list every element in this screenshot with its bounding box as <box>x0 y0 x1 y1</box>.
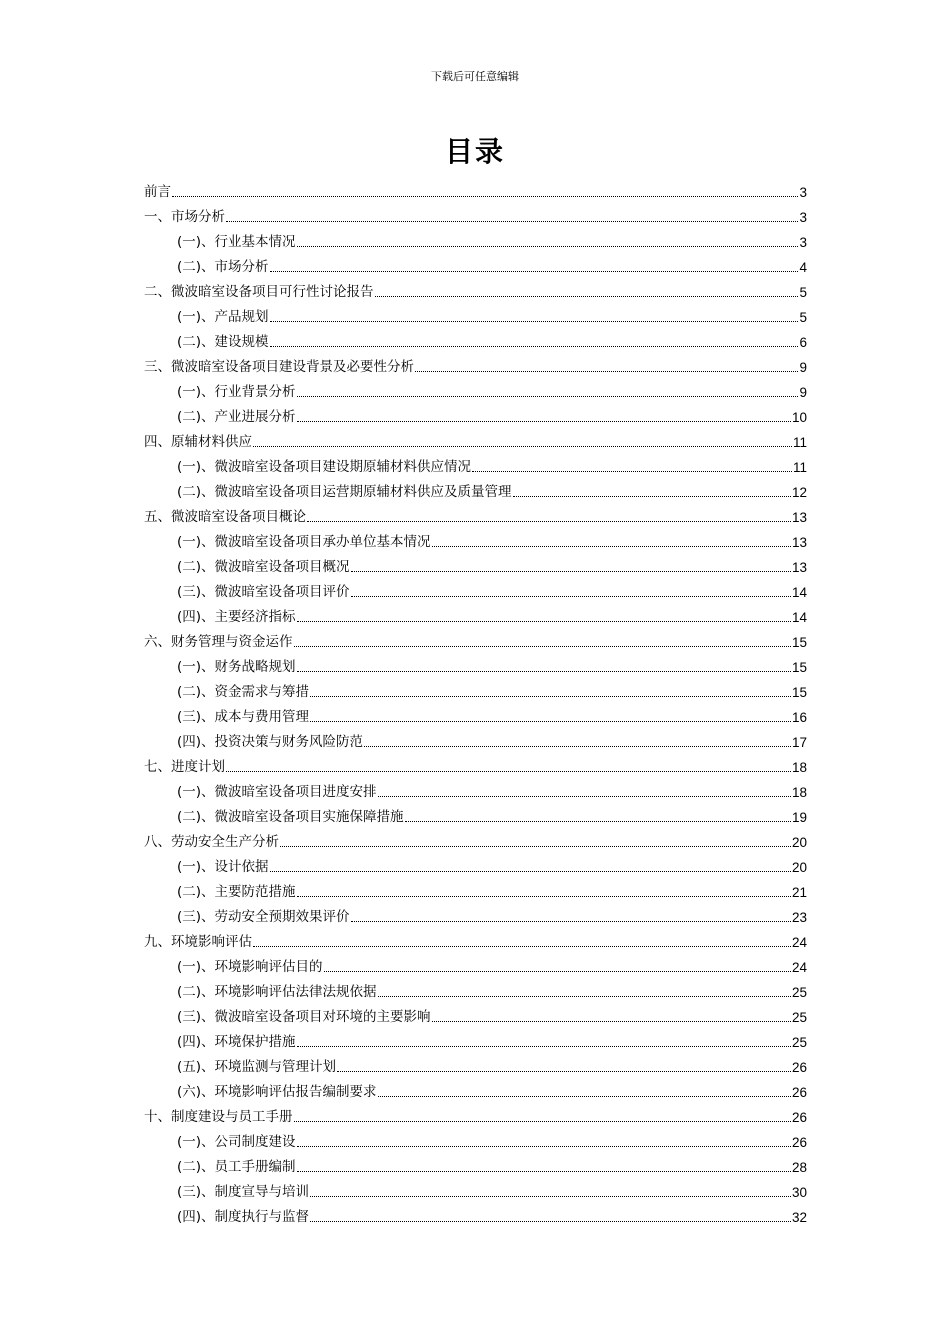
toc-chapter-entry[interactable] <box>144 426 807 451</box>
dot-leader <box>297 895 791 897</box>
toc-chapter-entry[interactable] <box>144 501 807 526</box>
dot-leader <box>375 295 799 297</box>
toc-chapter-entry[interactable] <box>144 201 807 226</box>
toc-entry-label: 七、进度计划 <box>144 759 225 775</box>
dot-leader <box>280 845 791 847</box>
toc-page-number: 28 <box>791 1160 807 1175</box>
toc-section-entry[interactable] <box>144 851 807 876</box>
toc-page-number: 17 <box>791 735 807 750</box>
toc-page-number: 9 <box>799 360 807 375</box>
toc-page-number: 24 <box>791 960 807 975</box>
toc-section-entry[interactable] <box>144 876 807 901</box>
toc-entry-label: (四)、环境保护措施 <box>177 1034 296 1050</box>
toc-entry-label: (一)、设计依据 <box>177 859 269 875</box>
toc-chapter-entry[interactable] <box>144 926 807 951</box>
toc-entry-label: (四)、制度执行与监督 <box>177 1209 310 1225</box>
toc-page-number: 13 <box>791 510 807 525</box>
toc-section-entry[interactable] <box>144 801 807 826</box>
toc-section-entry[interactable] <box>144 1126 807 1151</box>
dot-leader <box>294 645 791 647</box>
toc-page-number: 26 <box>791 1060 807 1075</box>
dot-leader <box>310 1195 791 1197</box>
toc-chapter-entry[interactable] <box>144 751 807 776</box>
toc-section-entry[interactable] <box>144 651 807 676</box>
toc-section-entry[interactable] <box>144 451 807 476</box>
toc-page-number: 26 <box>791 1110 807 1125</box>
dot-leader <box>270 320 799 322</box>
dot-leader <box>307 520 791 522</box>
toc-entry-label: (三)、微波暗室设备项目评价 <box>177 584 350 600</box>
toc-entry-label: 一、市场分析 <box>144 209 225 225</box>
toc-section-entry[interactable] <box>144 1151 807 1176</box>
toc-entry-label: (一)、产品规划 <box>177 309 269 325</box>
dot-leader <box>226 220 798 222</box>
toc-section-entry[interactable] <box>144 601 807 626</box>
dot-leader <box>378 995 791 997</box>
toc-entry-label: (一)、行业背景分析 <box>177 384 296 400</box>
toc-chapter-entry[interactable] <box>144 276 807 301</box>
toc-section-entry[interactable] <box>144 726 807 751</box>
toc-section-entry[interactable] <box>144 401 807 426</box>
toc-entry-label: (二)、微波暗室设备项目概况 <box>177 559 350 575</box>
toc-page-number: 3 <box>799 235 807 250</box>
toc-chapter-entry[interactable] <box>144 626 807 651</box>
toc-page-number: 24 <box>791 935 807 950</box>
toc-page-number: 25 <box>791 1010 807 1025</box>
toc-section-entry[interactable] <box>144 1076 807 1101</box>
toc-page-number: 6 <box>799 335 807 350</box>
toc-entry-label: 三、微波暗室设备项目建设背景及必要性分析 <box>144 359 414 375</box>
toc-section-entry[interactable] <box>144 951 807 976</box>
toc-section-entry[interactable] <box>144 901 807 926</box>
dot-leader <box>432 545 791 547</box>
toc-page-number: 19 <box>791 810 807 825</box>
toc-section-entry[interactable] <box>144 476 807 501</box>
toc-page-number: 10 <box>791 410 807 425</box>
toc-entry-label: (二)、市场分析 <box>177 259 269 275</box>
dot-leader <box>297 420 791 422</box>
toc-section-entry[interactable] <box>144 301 807 326</box>
toc-page-number: 14 <box>791 585 807 600</box>
toc-page-number: 13 <box>791 560 807 575</box>
toc-page-number: 18 <box>791 785 807 800</box>
toc-section-entry[interactable] <box>144 976 807 1001</box>
toc-page-number: 3 <box>799 210 807 225</box>
toc-page-number: 21 <box>791 885 807 900</box>
toc-section-entry[interactable] <box>144 576 807 601</box>
toc-entry-label: (二)、微波暗室设备项目实施保障措施 <box>177 809 404 825</box>
toc-page-number: 14 <box>791 610 807 625</box>
toc-page-number: 11 <box>792 435 807 450</box>
dot-leader <box>297 1045 791 1047</box>
toc-page-number: 13 <box>791 535 807 550</box>
toc-page-number: 25 <box>791 1035 807 1050</box>
toc-page-number: 26 <box>791 1085 807 1100</box>
toc-entry-label: (一)、微波暗室设备项目建设期原辅材料供应情况 <box>177 459 472 475</box>
toc-section-entry[interactable] <box>144 776 807 801</box>
dot-leader <box>297 245 799 247</box>
toc-entry-label: (一)、微波暗室设备项目承办单位基本情况 <box>177 534 431 550</box>
download-note: 下载后可任意编辑 <box>431 70 519 83</box>
dot-leader <box>351 595 791 597</box>
dot-leader <box>472 470 792 472</box>
toc-page-number: 5 <box>799 285 807 300</box>
dot-leader <box>337 1070 791 1072</box>
toc-entry-label: (二)、微波暗室设备项目运营期原辅材料供应及质量管理 <box>177 484 512 500</box>
toc-entry-label: (三)、制度宣导与培训 <box>177 1184 310 1200</box>
dot-leader <box>294 1120 791 1122</box>
toc-chapter-entry[interactable] <box>144 351 807 376</box>
dot-leader <box>310 1220 791 1222</box>
dot-leader <box>310 695 791 697</box>
toc-chapter-entry[interactable] <box>144 1101 807 1126</box>
toc-entry-label: (二)、建设规模 <box>177 334 269 350</box>
dot-leader <box>270 270 799 272</box>
dot-leader <box>253 945 791 947</box>
toc-page-number: 9 <box>799 385 807 400</box>
toc-section-entry[interactable] <box>144 376 807 401</box>
toc-page-number: 16 <box>791 710 807 725</box>
dot-leader <box>364 745 791 747</box>
dot-leader <box>378 795 791 797</box>
dot-leader <box>351 920 791 922</box>
toc-entry-label: (一)、公司制度建设 <box>177 1134 296 1150</box>
toc-page-number: 30 <box>791 1185 807 1200</box>
toc-section-entry[interactable] <box>144 1001 807 1026</box>
dot-leader <box>297 670 791 672</box>
toc-entry-label: (三)、微波暗室设备项目对环境的主要影响 <box>177 1009 431 1025</box>
toc-page-number: 15 <box>791 660 807 675</box>
toc-page-number: 3 <box>799 185 807 200</box>
dot-leader <box>226 770 791 772</box>
toc-title: 目录 <box>444 135 505 168</box>
table-of-contents <box>144 176 807 1226</box>
dot-leader <box>297 620 791 622</box>
toc-section-entry[interactable] <box>144 251 807 276</box>
dot-leader <box>405 820 791 822</box>
toc-entry-label: 四、原辅材料供应 <box>144 434 252 450</box>
toc-entry-label: (四)、投资决策与财务风险防范 <box>177 734 364 750</box>
dot-leader <box>324 970 791 972</box>
dot-leader <box>172 195 798 197</box>
dot-leader <box>297 1170 791 1172</box>
toc-page-number: 4 <box>799 260 807 275</box>
toc-entry-label: 六、财务管理与资金运作 <box>144 634 293 650</box>
toc-section-entry[interactable] <box>144 226 807 251</box>
dot-leader <box>415 370 798 372</box>
toc-entry-label: (二)、员工手册编制 <box>177 1159 296 1175</box>
toc-section-entry[interactable] <box>144 326 807 351</box>
toc-entry-label: (三)、劳动安全预期效果评价 <box>177 909 350 925</box>
toc-page-number: 15 <box>791 635 807 650</box>
toc-entry-label: (二)、环境影响评估法律法规依据 <box>177 984 377 1000</box>
toc-page-number: 20 <box>791 860 807 875</box>
toc-entry-label: (一)、财务战略规划 <box>177 659 296 675</box>
toc-entry-label: (四)、主要经济指标 <box>177 609 296 625</box>
toc-section-entry[interactable] <box>144 1176 807 1201</box>
toc-page-number: 32 <box>791 1210 807 1225</box>
toc-entry-label: 九、环境影响评估 <box>144 934 252 950</box>
toc-entry-label: (二)、产业进展分析 <box>177 409 296 425</box>
dot-leader <box>297 395 799 397</box>
toc-page-number: 25 <box>791 985 807 1000</box>
dot-leader <box>310 720 791 722</box>
toc-entry-label: (一)、微波暗室设备项目进度安排 <box>177 784 377 800</box>
dot-leader <box>297 1145 791 1147</box>
toc-entry-label: (三)、成本与费用管理 <box>177 709 310 725</box>
toc-page-number: 11 <box>792 460 807 475</box>
toc-section-entry[interactable] <box>144 1026 807 1051</box>
dot-leader <box>513 495 791 497</box>
toc-entry-label: 二、微波暗室设备项目可行性讨论报告 <box>144 284 374 300</box>
toc-section-entry[interactable] <box>144 1201 807 1226</box>
dot-leader <box>253 445 792 447</box>
toc-section-entry[interactable] <box>144 551 807 576</box>
dot-leader <box>270 870 791 872</box>
toc-section-entry[interactable] <box>144 1051 807 1076</box>
toc-entry-label: 前言 <box>144 184 171 200</box>
toc-page-number: 23 <box>791 910 807 925</box>
toc-entry-label: 八、劳动安全生产分析 <box>144 834 279 850</box>
toc-page-number: 5 <box>799 310 807 325</box>
toc-entry-label: 五、微波暗室设备项目概论 <box>144 509 306 525</box>
toc-page-number: 20 <box>791 835 807 850</box>
toc-page-number: 15 <box>791 685 807 700</box>
toc-entry-label: (二)、资金需求与筹措 <box>177 684 310 700</box>
toc-entry-label: (二)、主要防范措施 <box>177 884 296 900</box>
toc-page-number: 26 <box>791 1135 807 1150</box>
toc-entry-label: (六)、环境影响评估报告编制要求 <box>177 1084 377 1100</box>
toc-page-number: 12 <box>791 485 807 500</box>
dot-leader <box>270 345 799 347</box>
toc-chapter-entry[interactable] <box>144 176 807 201</box>
toc-entry-label: (五)、环境监测与管理计划 <box>177 1059 337 1075</box>
toc-section-entry[interactable] <box>144 526 807 551</box>
dot-leader <box>432 1020 791 1022</box>
toc-chapter-entry[interactable] <box>144 826 807 851</box>
toc-page-number: 18 <box>791 760 807 775</box>
toc-section-entry[interactable] <box>144 701 807 726</box>
toc-entry-label: 十、制度建设与员工手册 <box>144 1109 293 1125</box>
dot-leader <box>378 1095 791 1097</box>
toc-section-entry[interactable] <box>144 676 807 701</box>
toc-entry-label: (一)、环境影响评估目的 <box>177 959 323 975</box>
toc-entry-label: (一)、行业基本情况 <box>177 234 296 250</box>
dot-leader <box>351 570 791 572</box>
